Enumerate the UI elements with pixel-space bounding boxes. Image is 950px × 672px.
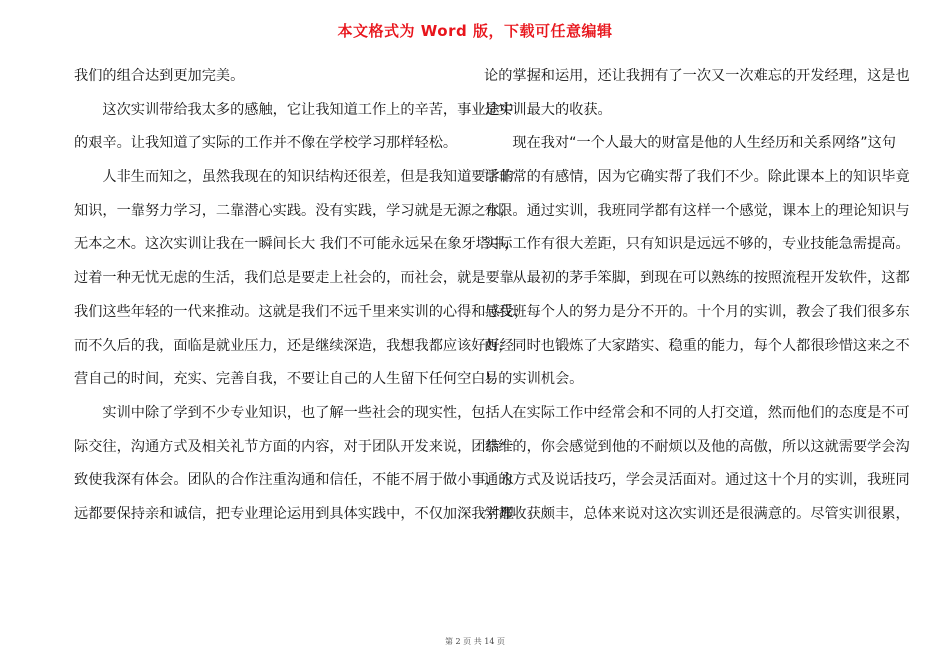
text-line: 过着一种无忧无虑的生活，我们总是要走上社会的，而社会，就是要靠 xyxy=(74,270,514,287)
text-line: 而不久后的我，面临是就业压力，还是继续深造，我想我都应该好好经 xyxy=(74,337,514,354)
text-line: 实训中除了学到不少专业知识，也了解一些社会的现实性，包括人 xyxy=(74,404,514,421)
text-line: 无本之木。这次实训让我在一瞬间长大 我们不可能永远呆在象牙塔中， xyxy=(74,236,519,253)
text-line: 学都收获颇丰，总体来说对这次实训还是很满意的。尽管实训很累， xyxy=(484,505,910,522)
text-line: 现在我对“一个人最大的财富是他的人生经历和关系网络”这句 xyxy=(484,135,896,152)
text-line: 论的掌握和运用，还让我拥有了一次又一次难忘的开发经理，这是也 xyxy=(484,68,910,84)
text-line: 易的实训机会。 xyxy=(484,371,584,388)
text-line: 营自己的时间，充实、完善自我，不要让自己的人生留下任何空白! xyxy=(74,371,492,388)
text-line: 我们的组合达到更加完美。 xyxy=(74,68,245,84)
text-line: 致使我深有体会。团队的合作注重沟通和信任，不能不屑于做小事，永 xyxy=(74,472,514,489)
text-line: 人非生而知之，虽然我现在的知识结构还很差，但是我知道要学的 xyxy=(74,169,514,186)
text-line: 知识，一靠努力学习，二靠潜心实践。没有实践，学习就是无源之水， xyxy=(74,202,514,219)
document-header-banner: 本文格式为 Word 版，下载可任意编辑 xyxy=(337,22,613,40)
text-line: 的艰辛。让我知道了实际的工作并不像在学校学习那样轻松。 xyxy=(74,135,458,152)
text-line: 际交往，沟通方式及相关礼节方面的内容，对于团队开发来说，团结一 xyxy=(74,438,514,455)
right-text-column xyxy=(484,60,910,532)
text-line: 恭维的，你会感觉到他的不耐烦以及他的高傲，所以这就需要学会沟 xyxy=(484,438,910,455)
text-line: 是实训最大的收获。 xyxy=(484,101,612,118)
left-text-column xyxy=(74,60,529,532)
page-number-footer: 第 2 页 共 14 页 xyxy=(445,637,505,646)
text-line: 我们这些年轻的一代来推动。这就是我们不远千里来实训的心得和感受， xyxy=(74,303,529,320)
text-line: 在实际工作中经常会和不同的人打交道，然而他们的态度是不可 xyxy=(484,404,910,421)
text-line: 这次实训带给我太多的感触，它让我知道工作上的辛苦，事业途中 xyxy=(74,101,514,118)
text-line: 远都要保持亲和诚信，把专业理论运用到具体实践中，不仅加深我对理 xyxy=(74,505,514,522)
text-line: 从最初的茅手笨脚，到现在可以熟练的按照流程开发软件，这都 xyxy=(484,270,910,287)
text-line: 话非常的有感情，因为它确实帮了我们不少。除此课本上的知识毕竟 xyxy=(484,169,910,186)
text-line: 实际工作有很大差距，只有知识是远远不够的，专业技能急需提高。 xyxy=(484,236,910,253)
text-line: 与我班每个人的努力是分不开的。十个月的实训，教会了我们很多东 xyxy=(484,303,910,320)
text-line: 有限。通过实训，我班同学都有这样一个感觉，课本上的理论知识与 xyxy=(484,202,910,219)
text-line: 通的方式及说话技巧，学会灵活面对。通过这十个月的实训，我班同 xyxy=(484,472,910,489)
text-line: 西，同时也锻炼了大家踏实、稳重的能力，每个人都很珍惜这来之不 xyxy=(484,337,910,354)
